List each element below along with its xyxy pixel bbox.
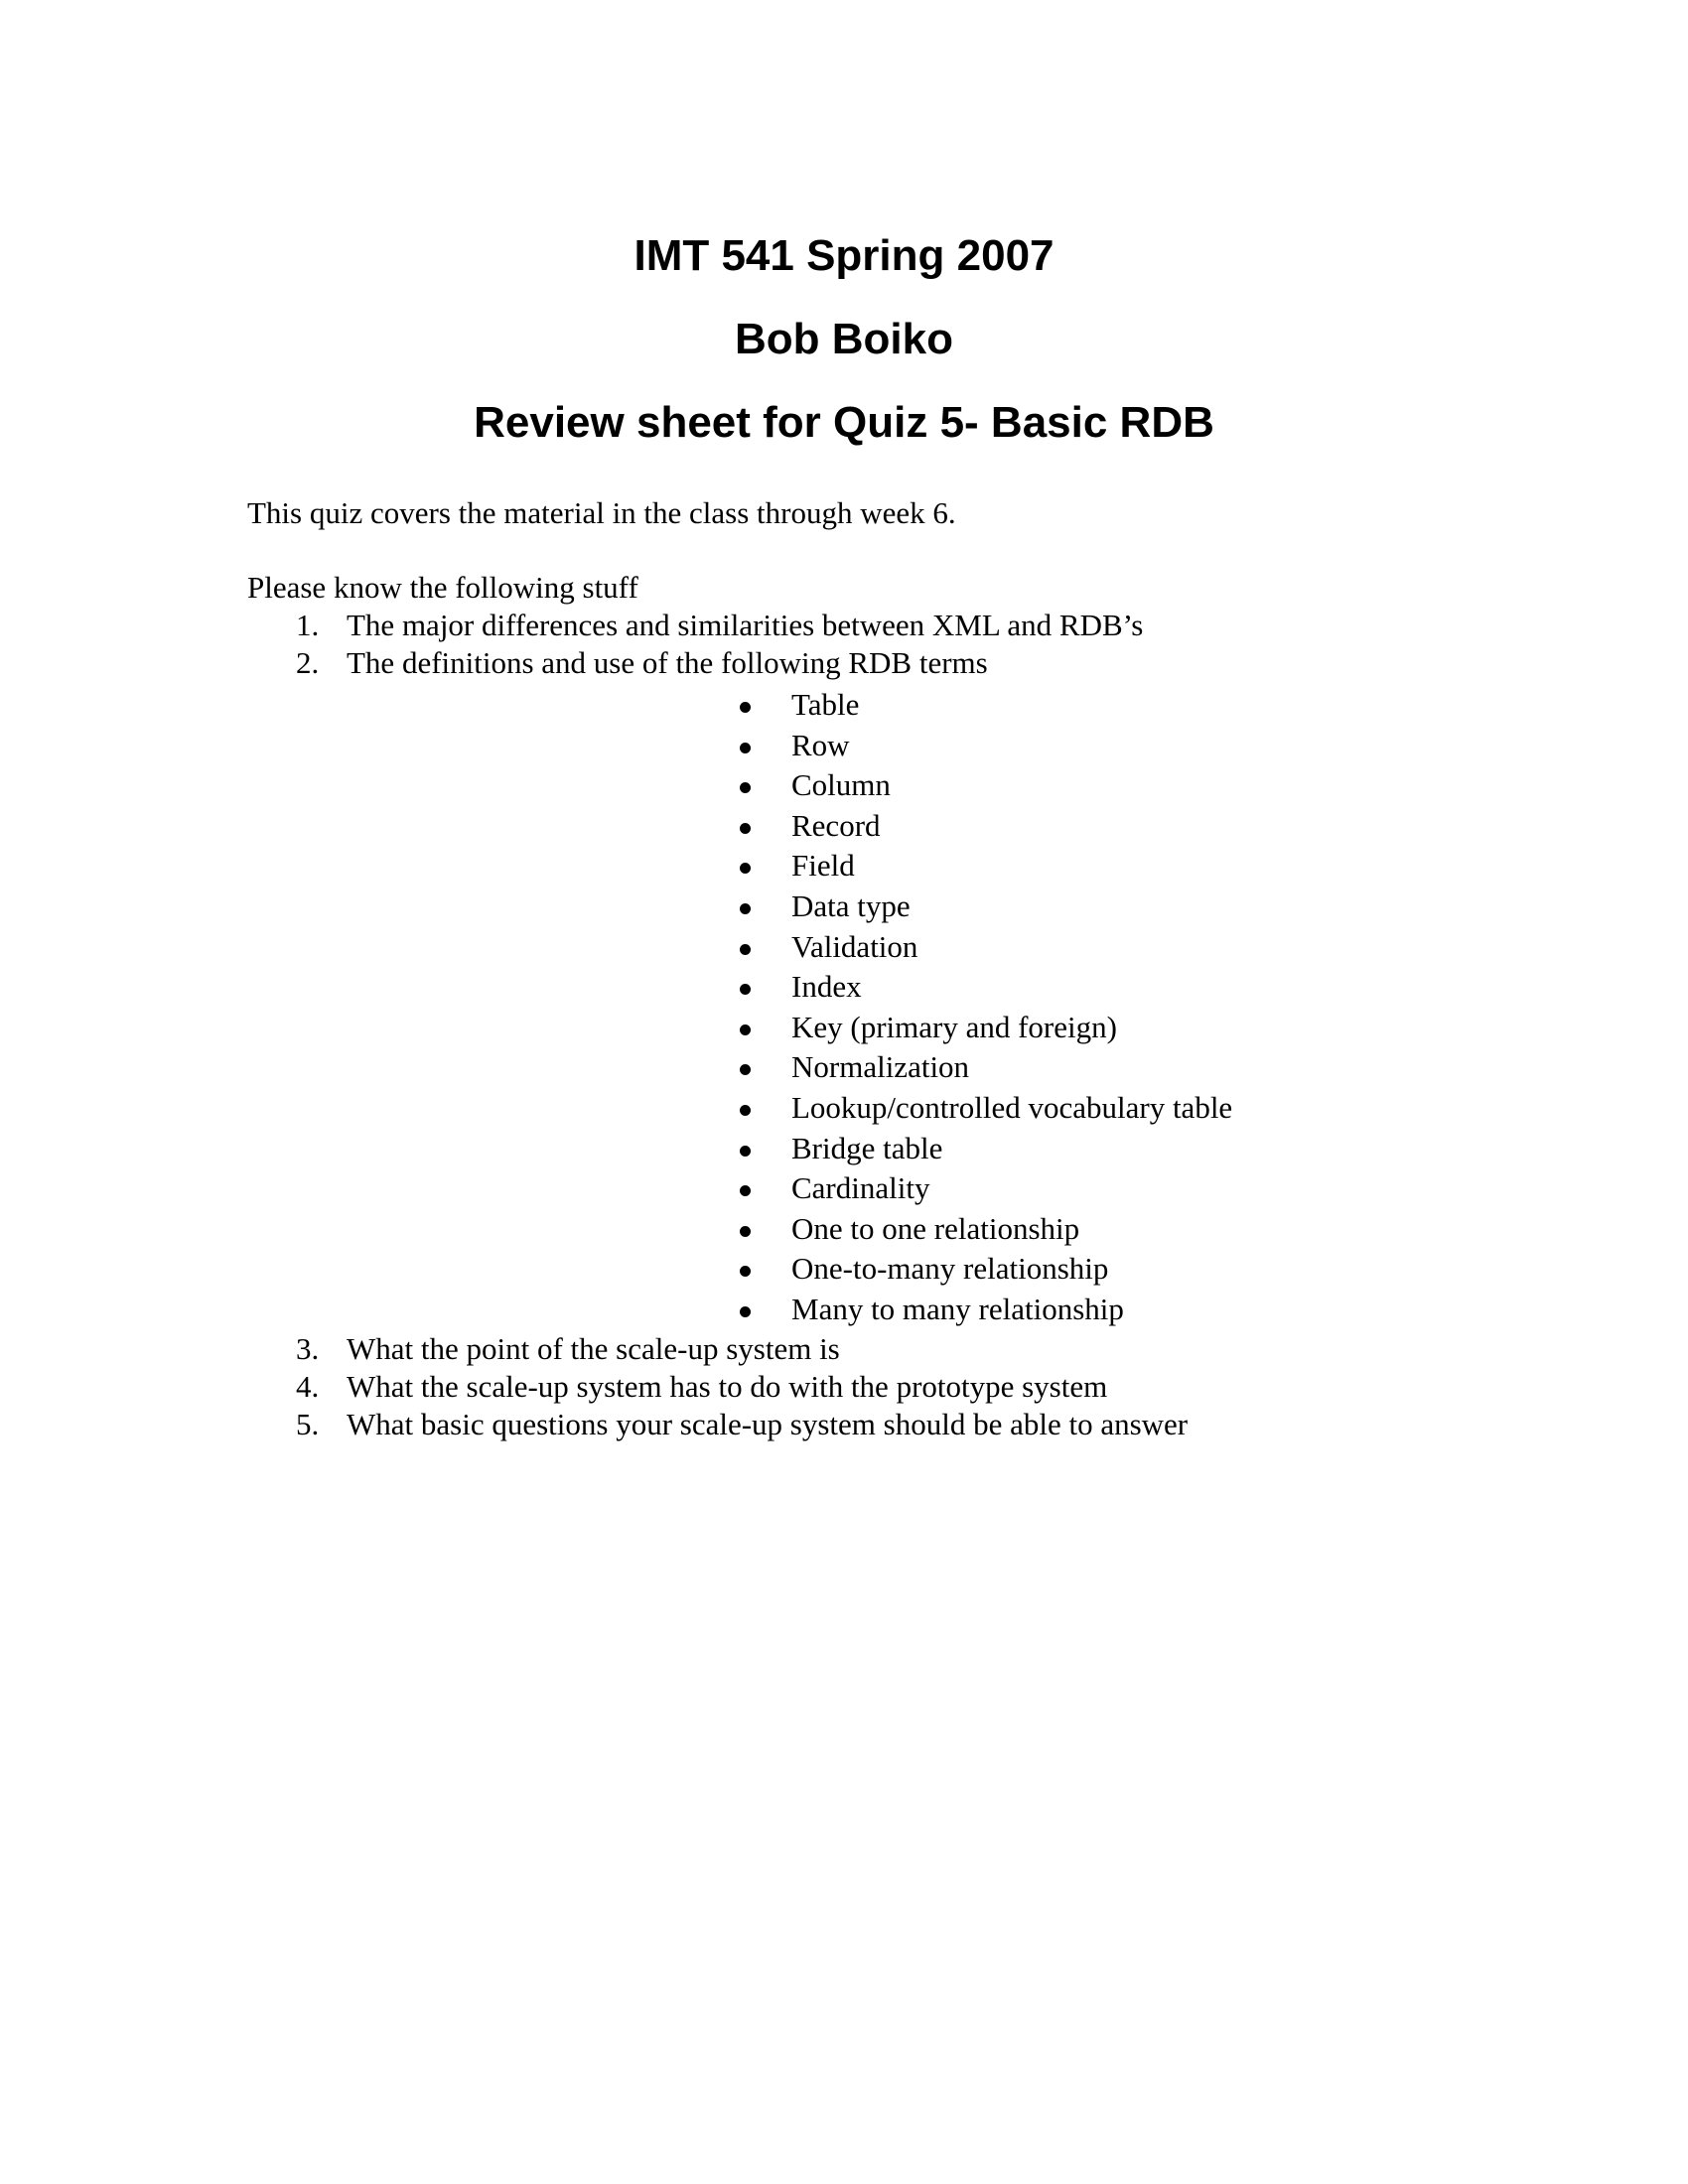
term-item [347, 765, 1232, 806]
term-text: Row [791, 727, 850, 762]
topic-number: 3. [296, 1330, 320, 1366]
author-name: Bob Boiko [735, 315, 953, 363]
topic-item [0, 1368, 1232, 1406]
topic-list [0, 607, 1232, 1443]
term-item [347, 1209, 1232, 1250]
term-text: Normalization [791, 1049, 970, 1085]
term-text: Cardinality [791, 1170, 930, 1206]
topic-item [0, 607, 1232, 644]
term-item [347, 1047, 1232, 1088]
term-item [347, 806, 1232, 847]
bullet-icon [740, 944, 751, 955]
topic-number: 5. [296, 1406, 320, 1441]
bullet-icon [740, 1226, 751, 1237]
term-item [347, 1129, 1232, 1169]
topic-number: 2. [296, 645, 320, 680]
bullet-icon [740, 1146, 751, 1157]
topic-text: What the scale-up system has to do with the prototype system [347, 1368, 1108, 1404]
term-list [347, 685, 1232, 1330]
topic-item [0, 1406, 1232, 1443]
term-text: Bridge table [791, 1130, 943, 1165]
term-text: One-to-many relationship [791, 1251, 1109, 1287]
bullet-icon [740, 1185, 751, 1196]
term-text: Record [791, 807, 881, 843]
term-text: Validation [791, 928, 918, 964]
term-item [347, 1290, 1232, 1330]
bullet-icon [740, 702, 751, 713]
lead-line: Please know the following stuff [247, 570, 638, 605]
topic-number: 1. [296, 608, 320, 642]
topic-text: What basic questions your scale-up system should be able to answer [347, 1406, 1189, 1441]
bullet-icon [740, 743, 751, 753]
course-title: IMT 541 Spring 2007 [633, 231, 1055, 280]
term-item [347, 726, 1232, 766]
bullet-icon [740, 984, 751, 995]
bullet-icon [740, 1306, 751, 1317]
topic-item [0, 644, 1232, 1330]
bullet-icon [740, 823, 751, 834]
term-item [347, 846, 1232, 887]
topic-text: What the point of the scale-up system is [347, 1330, 840, 1366]
bullet-icon [740, 782, 751, 793]
bullet-icon [740, 1064, 751, 1075]
bullet-icon [740, 1266, 751, 1277]
bullet-icon [740, 1105, 751, 1116]
term-item [347, 887, 1232, 927]
bullet-icon [740, 903, 751, 914]
term-text: Index [791, 969, 862, 1005]
bullet-icon [740, 1024, 751, 1035]
topic-text: The major differences and similarities between XML and RDB’s [347, 608, 1144, 642]
term-item [347, 1168, 1232, 1209]
term-item [347, 927, 1232, 968]
term-item [347, 1249, 1232, 1290]
intro-paragraph: This quiz covers the material in the class through week 6. [247, 495, 956, 530]
term-text: Lookup/controlled vocabulary table [791, 1089, 1233, 1125]
term-text: Many to many relationship [791, 1291, 1124, 1326]
bullet-icon [740, 863, 751, 874]
topic-item [0, 1330, 1232, 1368]
term-text: One to one relationship [791, 1210, 1080, 1246]
term-item [347, 967, 1232, 1008]
term-item [347, 1088, 1232, 1129]
topic-number: 4. [296, 1368, 320, 1404]
term-item [347, 685, 1232, 726]
topic-text: The definitions and use of the following RDB terms [347, 645, 988, 680]
term-text: Data type [791, 887, 911, 923]
term-item [347, 1008, 1232, 1048]
term-text: Column [791, 767, 891, 803]
term-text: Table [791, 687, 860, 722]
term-text: Field [791, 848, 855, 884]
sheet-subject: Review sheet for Quiz 5- Basic RDB [474, 398, 1214, 447]
term-text: Key (primary and foreign) [791, 1009, 1117, 1044]
